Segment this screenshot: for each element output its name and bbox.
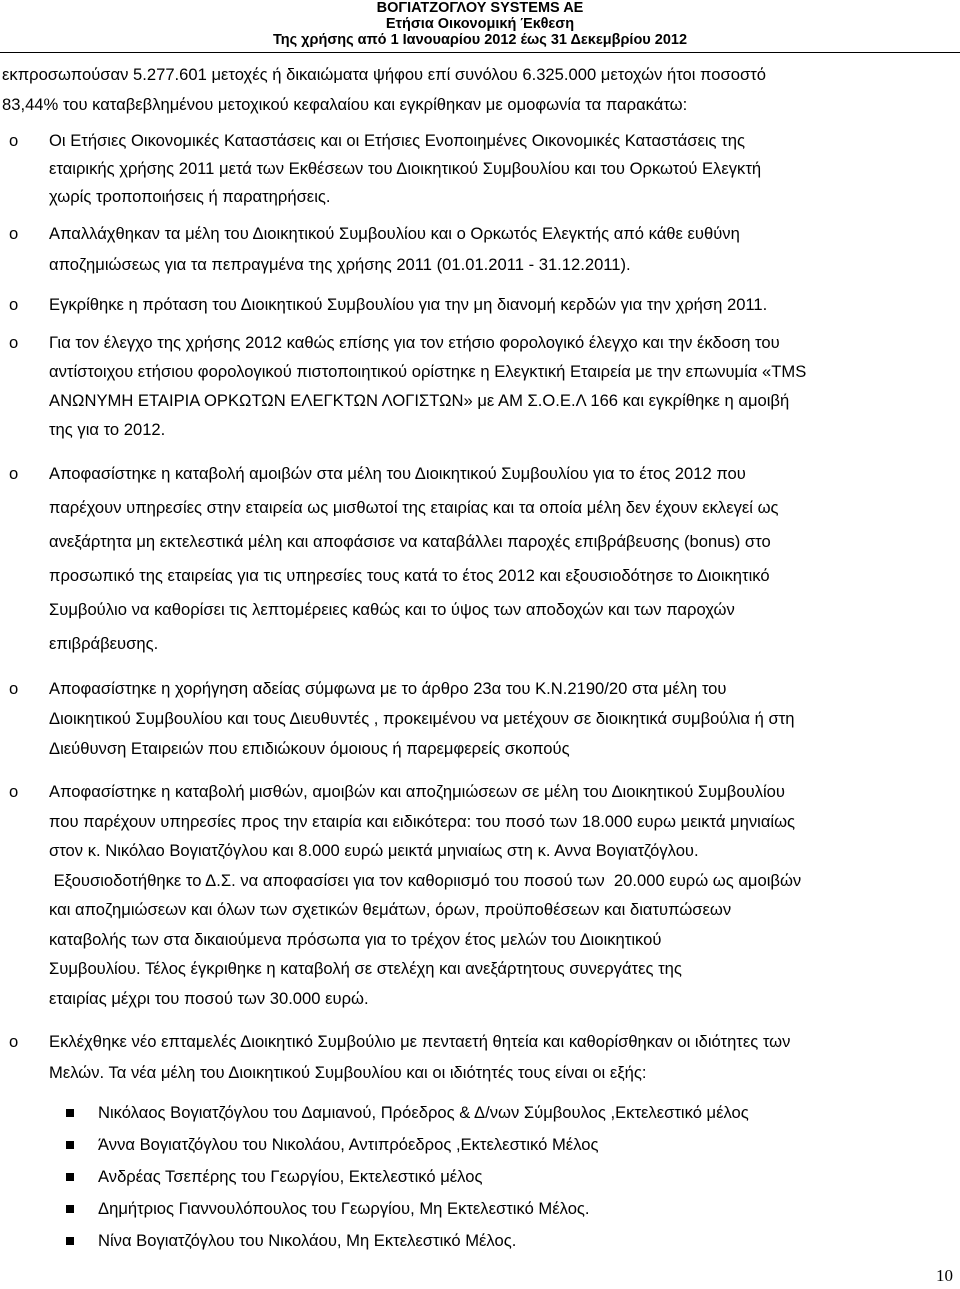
square-bullet-icon (66, 1141, 74, 1149)
decision-item (0, 328, 960, 444)
decision-line: προσωπικό της εταιρείας για τις υπηρεσίες τους κατά το έτος 2012 και εξουσιοδότησε το Διοικητικό (49, 566, 770, 585)
decision-item (0, 1026, 960, 1088)
decision-line: στον κ. Νικόλαο Βογιατζόγλου και 8.000 ευρώ μεικτά μηνιαίως στη κ. Αννα Βογιατζόγλου. (49, 841, 699, 860)
decision-line: Για τον έλεγχο της χρήσης 2012 καθώς επίσης για τον ετήσιο φορολογικό έλεγχο και την έκδοση του (49, 333, 780, 352)
decision-line: Διεύθυνση Εταιρειών που επιδιώκουν όμοιους ή παρεμφερείς σκοπούς (49, 739, 570, 758)
intro-line: εκπροσωπούσαν 5.277.601 μετοχές ή δικαιώματα ψήφου επί συνόλου 6.325.000 μετοχών ήτοι ποσοστό (2, 65, 766, 84)
decision-line: ανεξάρτητα μη εκτελεστικά μέλη και αποφάσισε να καταβάλλει παροχές επιβράβευσης (bonus) στο (49, 532, 771, 551)
decision-item (0, 457, 960, 661)
bullet-marker: o (9, 1032, 19, 1051)
board-member-item (0, 1227, 960, 1259)
decision-item (0, 777, 960, 1013)
decision-line: καταβολής των στα δικαιούμενα πρόσωπα για το τρέχον έτος μελών του Διοικητικού (49, 929, 662, 949)
report-header (0, 0, 960, 48)
board-member-text: Δημήτριος Γιαννουλόπουλος του Γεωργίου, Μη Εκτελεστικό Μέλος. (98, 1199, 590, 1218)
decision-line: και αποζημιώσεων και όλων των σχετικών θεμάτων, όρων, προϋποθέσεων και διατυπώσεων (49, 900, 732, 919)
square-bullet-icon (66, 1173, 74, 1181)
board-members-list (0, 1099, 960, 1259)
decision-line: Εγκρίθηκε η πρόταση του Διοικητικού Συμβουλίου για την μη διανομή κερδών για την χρήση 2011. (49, 295, 768, 314)
decision-line: ΑΝΩΝΥΜΗ ΕΤΑΙΡΙΑ ΟΡΚΩΤΩΝ ΕΛΕΓΚΤΩΝ ΛΟΓΙΣΤΩΝ» με ΑΜ Σ.Ο.Ε.Λ 166 και εγκρίθηκε η αμοιβή (49, 391, 790, 410)
square-bullet-icon (66, 1109, 74, 1117)
decision-line: εταιρικής χρήσης 2011 μετά των Εκθέσεων του Διοικητικού Συμβουλίου και του Ορκωτού Ελεγκτή (49, 159, 762, 178)
board-member-item (0, 1163, 960, 1195)
document-body (0, 60, 960, 1259)
report-title: Ετήσια Οικονομική Έκθεση (385, 16, 575, 32)
decision-line: αποζημιώσεως για τα πεπραγμένα της χρήσης 2011 (01.01.2011 - 31.12.2011). (49, 255, 631, 274)
decision-item (0, 127, 960, 211)
bullet-marker: o (9, 464, 19, 483)
bullet-marker: o (9, 782, 19, 801)
intro-line: 83,44% του καταβεβλημένου μετοχικού κεφαλαίου και εγκρίθηκαν με ομοφωνία τα παρακάτω: (2, 95, 688, 114)
decision-line: αντίστοιχου ετήσιου φορολογικού πιστοποιητικού ορίστηκε η Ελεγκτική Εταιρεία με την επωνυμία «TMS (49, 362, 807, 381)
board-member-item (0, 1099, 960, 1131)
board-member-text: Νίνα Βογιατζόγλου του Νικολάου, Μη Εκτελεστικό Μέλος. (98, 1231, 517, 1250)
decision-line: Οι Ετήσιες Οικονομικές Καταστάσεις και οι Ετήσιες Ενοποιημένες Οικονομικές Καταστάσεις της (49, 131, 745, 150)
bullet-marker: o (9, 333, 19, 352)
square-bullet-icon (66, 1237, 74, 1245)
decision-line: Αποφασίστηκε η καταβολή μισθών, αμοιβών και αποζημιώσεων σε μέλη του Διοικητικού Συμβουλίου (49, 782, 785, 801)
decision-item (0, 290, 960, 320)
decision-line: Διοικητικού Συμβουλίου και τους Διευθυντές , προκειμένου να μετέχουν σε διοικητικά συμβούλια ή στη (49, 709, 795, 728)
bullet-marker: o (9, 679, 19, 698)
decision-line: Συμβούλιο να καθορίσει τις λεπτομέρειες καθώς και το ύψος των αποδοχών και των παροχών (49, 600, 735, 619)
decision-line: Εκλέχθηκε νέο επταμελές Διοικητικό Συμβούλιο με πενταετή θητεία και καθορίσθηκαν οι ιδιότητες των (49, 1032, 791, 1051)
bullet-marker: o (9, 295, 19, 314)
decision-line: Συμβουλίου. Τέλος έγκριθηκε η καταβολή σε στελέχη και ανεξάρτητους συνεργάτες της (49, 959, 682, 978)
decision-line: Απαλλάχθηκαν τα μέλη του Διοικητικού Συμβουλίου και ο Ορκωτός Ελεγκτής από κάθε ευθύνη (49, 224, 740, 243)
decision-line: της για το 2012. (49, 420, 166, 439)
page-number: 10 (936, 1266, 953, 1285)
decision-line: Μελών. Τα νέα μέλη του Διοικητικού Συμβουλίου και οι ιδιότητές τους είναι οι εξής: (49, 1063, 647, 1082)
decision-line: Αποφασίστηκε η καταβολή αμοιβών στα μέλη του Διοικητικού Συμβουλίου για το έτος 2012 που (49, 464, 746, 483)
company-name: ΒΟΓΙΑΤΖΟΓΛΟΥ SYSTEMS AE (376, 0, 584, 16)
header-rule (0, 52, 960, 53)
bullet-marker: o (9, 131, 19, 150)
board-member-text: Άννα Βογιατζόγλου του Νικολάου, Αντιπρόεδρος ,Εκτελεστικό Μέλος (98, 1135, 599, 1154)
decision-line: Εξουσιοδοτήθηκε το Δ.Σ. να αποφασίσει για τον καθοριισμό του ποσού των 20.000 ευρώ ως αμοιβών (49, 870, 802, 890)
decision-item (0, 218, 960, 280)
decision-line: εταιρίας μέχρι του ποσού των 30.000 ευρώ. (49, 988, 369, 1008)
board-member-text: Ανδρέας Τσεπέρης του Γεωργίου, Εκτελεστικό μέλος (98, 1167, 483, 1186)
board-member-item (0, 1131, 960, 1163)
report-period: Της χρήσης από 1 Ιανουαρίου 2012 έως 31 Δεκεμβρίου 2012 (272, 32, 688, 48)
bullet-marker: o (9, 224, 19, 243)
decision-line: παρέχουν υπηρεσίες στην εταιρεία ως μισθωτοί της εταιρίας και τα οποία μέλη δεν έχουν εκλεγεί ως (49, 498, 779, 517)
decision-line: επιβράβευσης. (49, 634, 159, 653)
decision-line: χωρίς τροποποιήσεις ή παρατηρήσεις. (49, 187, 331, 206)
decision-item (0, 674, 960, 764)
decision-line: Αποφασίστηκε η χορήγηση αδείας σύμφωνα με το άρθρο 23α του Κ.Ν.2190/20 στα μέλη του (49, 679, 727, 698)
intro-paragraph (0, 60, 960, 120)
board-member-text: Νικόλαος Βογιατζόγλου του Δαμιανού, Πρόεδρος & Δ/νων Σύμβουλος ,Εκτελεστικό μέλος (98, 1103, 749, 1122)
board-member-item (0, 1195, 960, 1227)
square-bullet-icon (66, 1205, 74, 1213)
decision-line: που παρέχουν υπηρεσίες προς την εταιρία και ειδικότερα: του ποσό των 18.000 ευρω μεικτά μηνιαίως (49, 811, 796, 831)
